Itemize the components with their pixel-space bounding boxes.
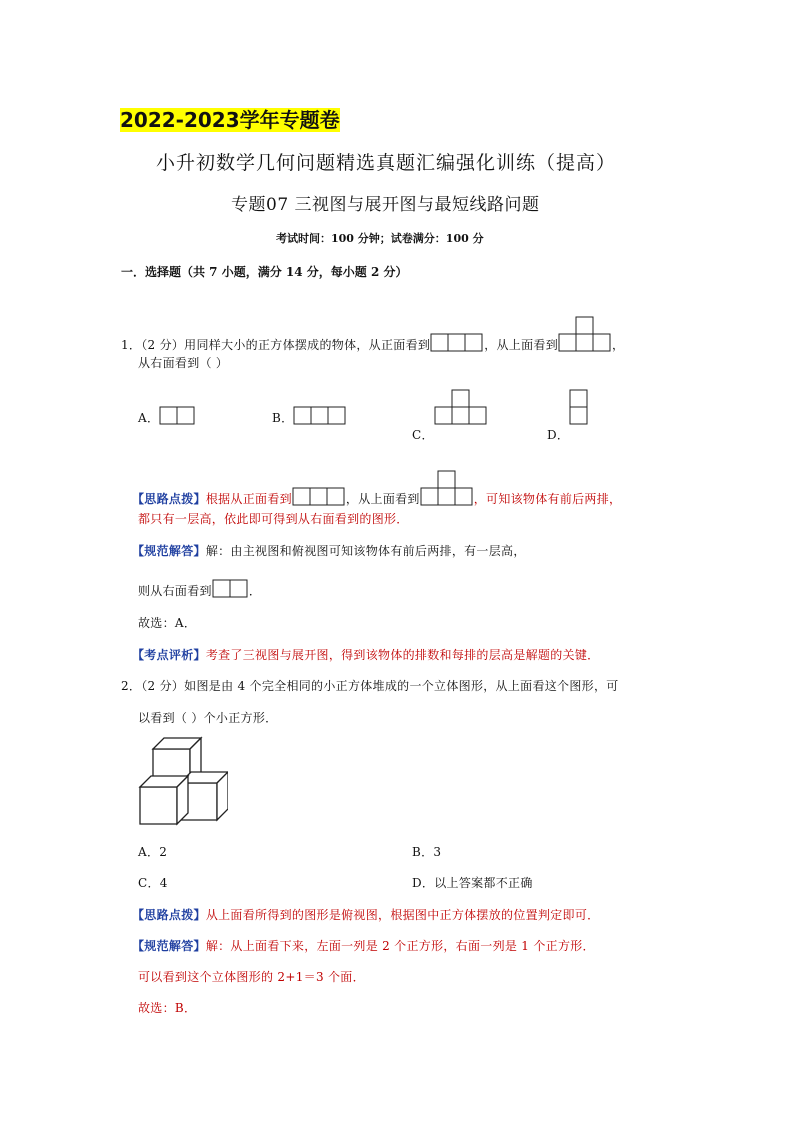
q1-hint-a: 根据从正面看到	[205, 492, 292, 506]
q1-option-c-label: C．	[412, 428, 434, 442]
q1-stem-c: ，	[612, 338, 625, 352]
q1-sol-tag: 【规范解答】	[132, 544, 206, 558]
doc-tag	[120, 104, 340, 133]
q2-sol-tag: 【规范解答】	[132, 939, 206, 953]
q1-evaluation	[132, 646, 599, 663]
top-view-figure	[558, 316, 612, 352]
q2-option-a[interactable]: A．2	[138, 845, 168, 859]
q2-sol-a: 解：从上面看下来，左面一列是 2 个正方形，右面一列是 1 个正方形．	[205, 939, 595, 953]
q1-solution-line2	[138, 579, 261, 599]
q2-stem-a: 2．（2 分）如图是由 4 个完全相同的小正方体堆成的一个立体图形，从上面看这个图形，可	[121, 679, 619, 693]
q1-hint-tag: 【思路点拨】	[132, 492, 206, 506]
q2-option-d[interactable]: D．以上答案都不正确	[412, 876, 533, 890]
doc-subtitle: 专题07 三视图与展开图与最短线路问题	[231, 195, 540, 215]
option-c-figure	[434, 389, 488, 425]
answer-right-view-figure	[212, 579, 249, 598]
option-a-figure	[159, 406, 196, 425]
q2-stem-b: 以看到（ ）个小正方形．	[138, 711, 278, 725]
q2-answer: 故选：B．	[138, 1001, 197, 1015]
q1-option-a-label: A．	[138, 411, 160, 425]
q1-eval-tag: 【考点评析】	[132, 648, 206, 662]
option-d-figure	[569, 389, 588, 425]
doc-title: 小升初数学几何问题精选真题汇编强化训练（提高）	[156, 152, 617, 174]
doc-tag-year: 2022-2023	[120, 108, 240, 132]
hint-top-view-figure	[420, 470, 474, 506]
q1-eval-text: 考查了三视图与展开图，得到该物体的排数和每排的层高是解题的关键．	[205, 648, 600, 662]
q1-sol-b: 则从右面看到	[138, 584, 212, 598]
q2-hint-tag: 【思路点拨】	[132, 908, 206, 922]
q1-stem-line1	[121, 316, 624, 353]
q1-hint-d: 都只有一层高，依此即可得到从右面看到的图形．	[138, 512, 409, 526]
section-heading: 一．选择题（共 7 小题，满分 14 分，每小题 2 分）	[121, 265, 408, 279]
q2-hint	[132, 906, 599, 923]
q1-option-b[interactable]	[272, 406, 347, 426]
q2-solution-line1	[132, 937, 595, 954]
option-b-figure	[293, 406, 347, 425]
doc-tag-rest: 学年专题卷	[239, 108, 340, 132]
q2-cube-stack-figure	[136, 736, 228, 826]
q1-option-c[interactable]	[412, 389, 488, 442]
q1-option-d[interactable]	[547, 389, 588, 442]
q1-stem-a: 1．（2 分）用同样大小的正方体摆成的物体，从正面看到	[121, 338, 431, 352]
q2-option-b[interactable]: B．3	[412, 845, 442, 859]
q1-hint-c: ，可知该物体有前后两排，	[473, 492, 622, 506]
hint-front-view-figure	[292, 487, 346, 506]
q1-option-a[interactable]	[138, 406, 196, 426]
q1-sol-a: 解：由主视图和俯视图可知该物体有前后两排，有一层高，	[205, 544, 526, 558]
q1-sol-c: ．	[248, 584, 262, 598]
q2-hint-text: 从上面看所得到的图形是俯视图，根据图中正方体摆放的位置判定即可．	[205, 908, 600, 922]
q1-stem-b: ，从上面看到	[484, 338, 558, 352]
exam-meta: 考试时间：100 分钟；试卷满分：100 分	[276, 232, 484, 245]
q1-hint-b: ，从上面看到	[345, 492, 420, 506]
q1-option-b-label: B．	[272, 411, 294, 425]
q2-sol-b: 可以看到这个立体图形的 2+1＝3 个面．	[138, 970, 365, 984]
q1-answer: 故选：A．	[138, 616, 197, 630]
q1-hint-line1	[132, 470, 621, 507]
q1-option-d-label: D．	[547, 428, 570, 442]
q1-solution-line1	[132, 542, 526, 559]
q1-stem-d: 从右面看到（ ）	[138, 356, 229, 370]
q2-option-c[interactable]: C．4	[138, 876, 168, 890]
front-view-figure	[430, 333, 484, 352]
